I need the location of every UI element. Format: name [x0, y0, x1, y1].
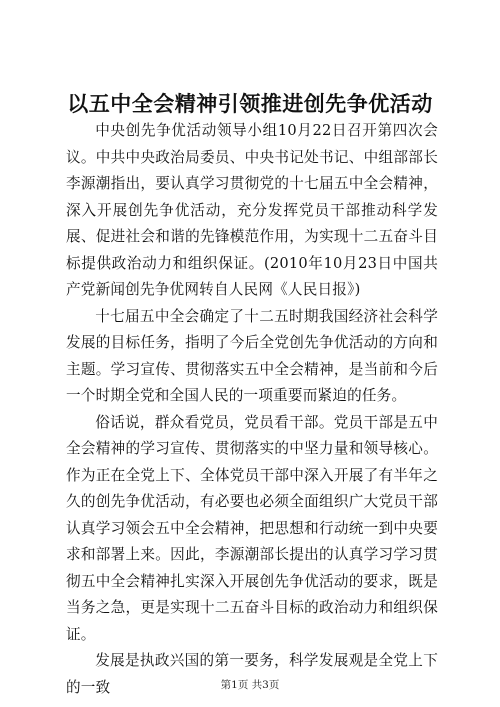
paragraph: 十七届五中全会确定了十二五时期我国经济社会科学发展的目标任务，指明了今后全党创先争优活动的方向和主题。学习宣传、贯彻落实五中全会精神，是当前和今后一个时期全党和全国人民的一项重要而紧迫的任务。 — [66, 307, 438, 404]
page-number: 第1页 共3页 — [220, 679, 280, 691]
document-title: 以五中全会精神引领推进创先争优活动 — [67, 91, 433, 116]
paragraph: 发展是执政兴国的第一要务，科学发展观是全党上下的一致 — [66, 652, 438, 696]
document-body — [66, 118, 438, 701]
paragraph: 中央创先争优活动领导小组10月22日召开第四次会议。中共中央政治局委员、中央书记处书记、中组部部长李源潮指出，要认真学习贯彻党的十七届五中全会精神，深入开展创先争优活动，充分发挥党员干部推动科学发展、促进社会和谐的先锋模范作用，为实现十二五奋斗目标提供政治动力和组织保证。(2010年10月23日中国共产党新闻创先争优网转自人民网《人民日报》) — [66, 122, 438, 298]
paragraph: 俗话说，群众看党员，党员看干部。党员干部是五中全会精神的学习宣传、贯彻落实的中坚力量和领导核心。作为正在全党上下、全体党员干部中深入开展了有半年之久的创先争优活动，有必要也必须全面组织广大党员干部认真学习领会五中全会精神，把思想和行动统一到中央要求和部署上来。因此，李源潮部长提出的认真学习学习贯彻五中全会精神扎实深入开展创先争优活动的要求，既是当务之急，更是实现十二五奋斗目标的政治动力和组织保证。 — [66, 413, 438, 643]
